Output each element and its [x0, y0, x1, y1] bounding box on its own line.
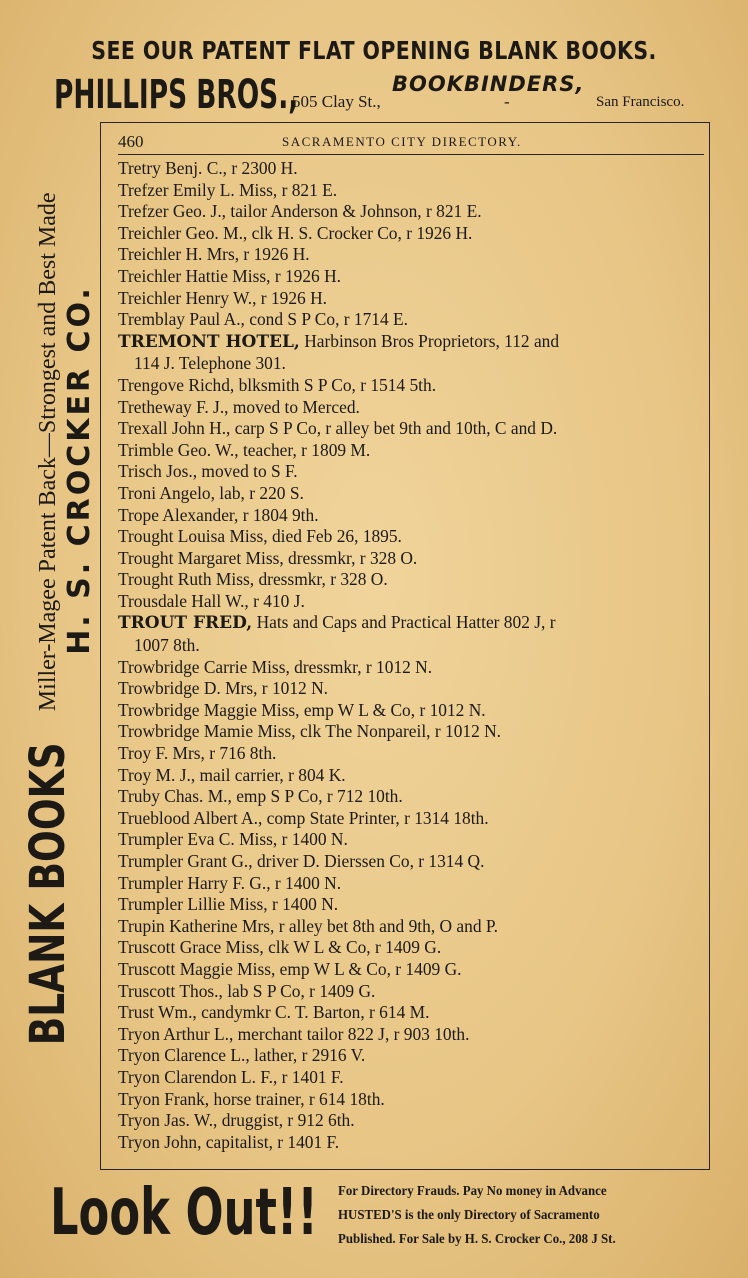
directory-entry: Tryon Clarendon L. F., r 1401 F. — [118, 1066, 344, 1087]
directory-entry: Trupin Katherine Mrs, r alley bet 8th and 9th, O and P. — [118, 915, 498, 936]
entry-name-bold: TREMONT HOTEL, — [118, 331, 300, 352]
entry-continuation: 1007 8th. — [134, 635, 200, 656]
directory-entry: Trowbridge Maggie Miss, emp W L & Co, r 1012 N. — [118, 699, 486, 720]
company-city: San Francisco. — [596, 94, 685, 110]
directory-entry: Tryon Arthur L., merchant tailor 822 J, r 903 10th. — [118, 1023, 470, 1044]
footer-line: HUSTED'S is the only Directory of Sacramento — [338, 1208, 600, 1223]
directory-entry: Tryon Jas. W., druggist, r 912 6th. — [118, 1110, 355, 1131]
directory-entry: Truscott Thos., lab S P Co, r 1409 G. — [118, 980, 376, 1001]
directory-entry: Treichler Henry W., r 1926 H. — [118, 287, 327, 308]
directory-entry: Trousdale Hall W., r 410 J. — [118, 590, 305, 611]
directory-entry: Trumpler Grant G., driver D. Dierssen Co, r 1314 Q. — [118, 851, 485, 871]
directory-entry: Treichler Geo. M., clk H. S. Crocker Co, r 1926 H. — [118, 222, 473, 243]
directory-entry: Troni Angelo, lab, r 220 S. — [118, 482, 304, 503]
directory-entry: Trefzer Geo. J., tailor Anderson & Johnson, r 821 E. — [118, 201, 482, 222]
directory-entry: Trumpler Lillie Miss, r 1400 N. — [118, 894, 339, 915]
company-name: PHILLIPS BROS., — [54, 72, 299, 118]
running-head: SACRAMENTO CITY DIRECTORY. — [282, 134, 522, 149]
entry-text: Harbinson Bros Proprietors, 112 and — [304, 330, 560, 351]
footer-line: For Directory Frauds. Pay No money in Advance — [338, 1184, 607, 1199]
directory-entry: Tryon John, capitalist, r 1401 F. — [118, 1131, 340, 1152]
footer-advertisement — [0, 1176, 748, 1276]
directory-entry: Tryon Clarence L., lather, r 2916 V. — [118, 1045, 366, 1066]
directory-entry: Trisch Jos., moved to S F. — [118, 461, 298, 482]
directory-entry: Tretry Benj. C., r 2300 H. — [118, 158, 298, 178]
footer-line: Published. For Sale by H. S. Crocker Co., 208 J St. — [338, 1232, 616, 1247]
directory-entry: Trefzer Emily L. Miss, r 821 E. — [118, 179, 338, 200]
directory-entry: Trumpler Harry F. G., r 1400 N. — [118, 872, 342, 893]
directory-entry: Troy M. J., mail carrier, r 804 K. — [118, 764, 346, 785]
directory-entry: Troy F. Mrs, r 716 8th. — [118, 743, 277, 764]
directory-entry: Trowbridge D. Mrs, r 1012 N. — [118, 678, 328, 699]
entry-name-bold: TROUT FRED, — [118, 613, 253, 634]
page-number: 460 — [118, 132, 144, 151]
entry-text: Hats and Caps and Practical Hatter 802 J, r — [256, 612, 556, 633]
side-slogan: Miller-Magee Patent Back—Strongest and Best Made — [34, 192, 61, 712]
directory-entry: Tretheway F. J., moved to Merced. — [118, 396, 360, 417]
directory-entry: Truscott Grace Miss, clk W L & Co, r 1409 G. — [118, 937, 442, 958]
crocker-name: H. S. CROCKER CO. — [62, 285, 97, 655]
directory-entry: Truby Chas. M., emp S P Co, r 712 10th. — [118, 786, 403, 807]
banner-headline: SEE OUR PATENT FLAT OPENING BLANK BOOKS. — [91, 36, 657, 65]
trade-label: BOOKBINDERS, — [392, 72, 585, 96]
directory-entries — [118, 158, 708, 1153]
directory-entry: Trimble Geo. W., teacher, r 1809 M. — [118, 439, 371, 460]
directory-entry-tremont — [118, 331, 708, 375]
directory-entry: Trueblood Albert A., comp State Printer, r 1314 18th. — [118, 807, 489, 828]
directory-entry: Tryon Frank, horse trainer, r 614 18th. — [118, 1088, 385, 1109]
footer-notice — [338, 1180, 640, 1252]
directory-entry: Trought Margaret Miss, dressmkr, r 328 O. — [118, 547, 418, 568]
directory-entry: Trust Wm., candymkr C. T. Barton, r 614 M. — [118, 1002, 430, 1023]
directory-entry: Tremblay Paul A., cond S P Co, r 1714 E. — [118, 309, 409, 330]
directory-entry: Trowbridge Mamie Miss, clk The Nonpareil, r 1012 N. — [118, 721, 502, 742]
company-address: 505 Clay St., — [292, 92, 381, 111]
blank-books-title: BLANK BOOKS — [20, 741, 76, 1045]
directory-entry: Trope Alexander, r 1804 9th. — [118, 504, 319, 525]
lookout-headline: Look Out!! — [50, 1176, 318, 1250]
directory-entry: Trengove Richd, blksmith S P Co, r 1514 5th. — [118, 374, 437, 395]
directory-entry-trout — [118, 612, 708, 656]
address-dash: - — [504, 92, 510, 111]
page-header — [118, 130, 704, 155]
bookbinder-advertisement — [0, 70, 748, 116]
directory-entry: Trought Louisa Miss, died Feb 26, 1895. — [118, 526, 402, 547]
directory-entry: Trexall John H., carp S P Co, r alley bet 9th and 10th, C and D. — [118, 418, 558, 439]
directory-entry: Treichler H. Mrs, r 1926 H. — [118, 244, 310, 265]
directory-entry: Truscott Maggie Miss, emp W L & Co, r 1409 G. — [118, 958, 462, 979]
directory-entry: Trowbridge Carrie Miss, dressmkr, r 1012 N. — [118, 656, 433, 677]
entry-continuation: 114 J. Telephone 301. — [134, 353, 286, 374]
directory-entry: Treichler Hattie Miss, r 1926 H. — [118, 265, 341, 286]
directory-entry: Trought Ruth Miss, dressmkr, r 328 O. — [118, 569, 388, 590]
directory-entry: Trumpler Eva C. Miss, r 1400 N. — [118, 829, 348, 850]
